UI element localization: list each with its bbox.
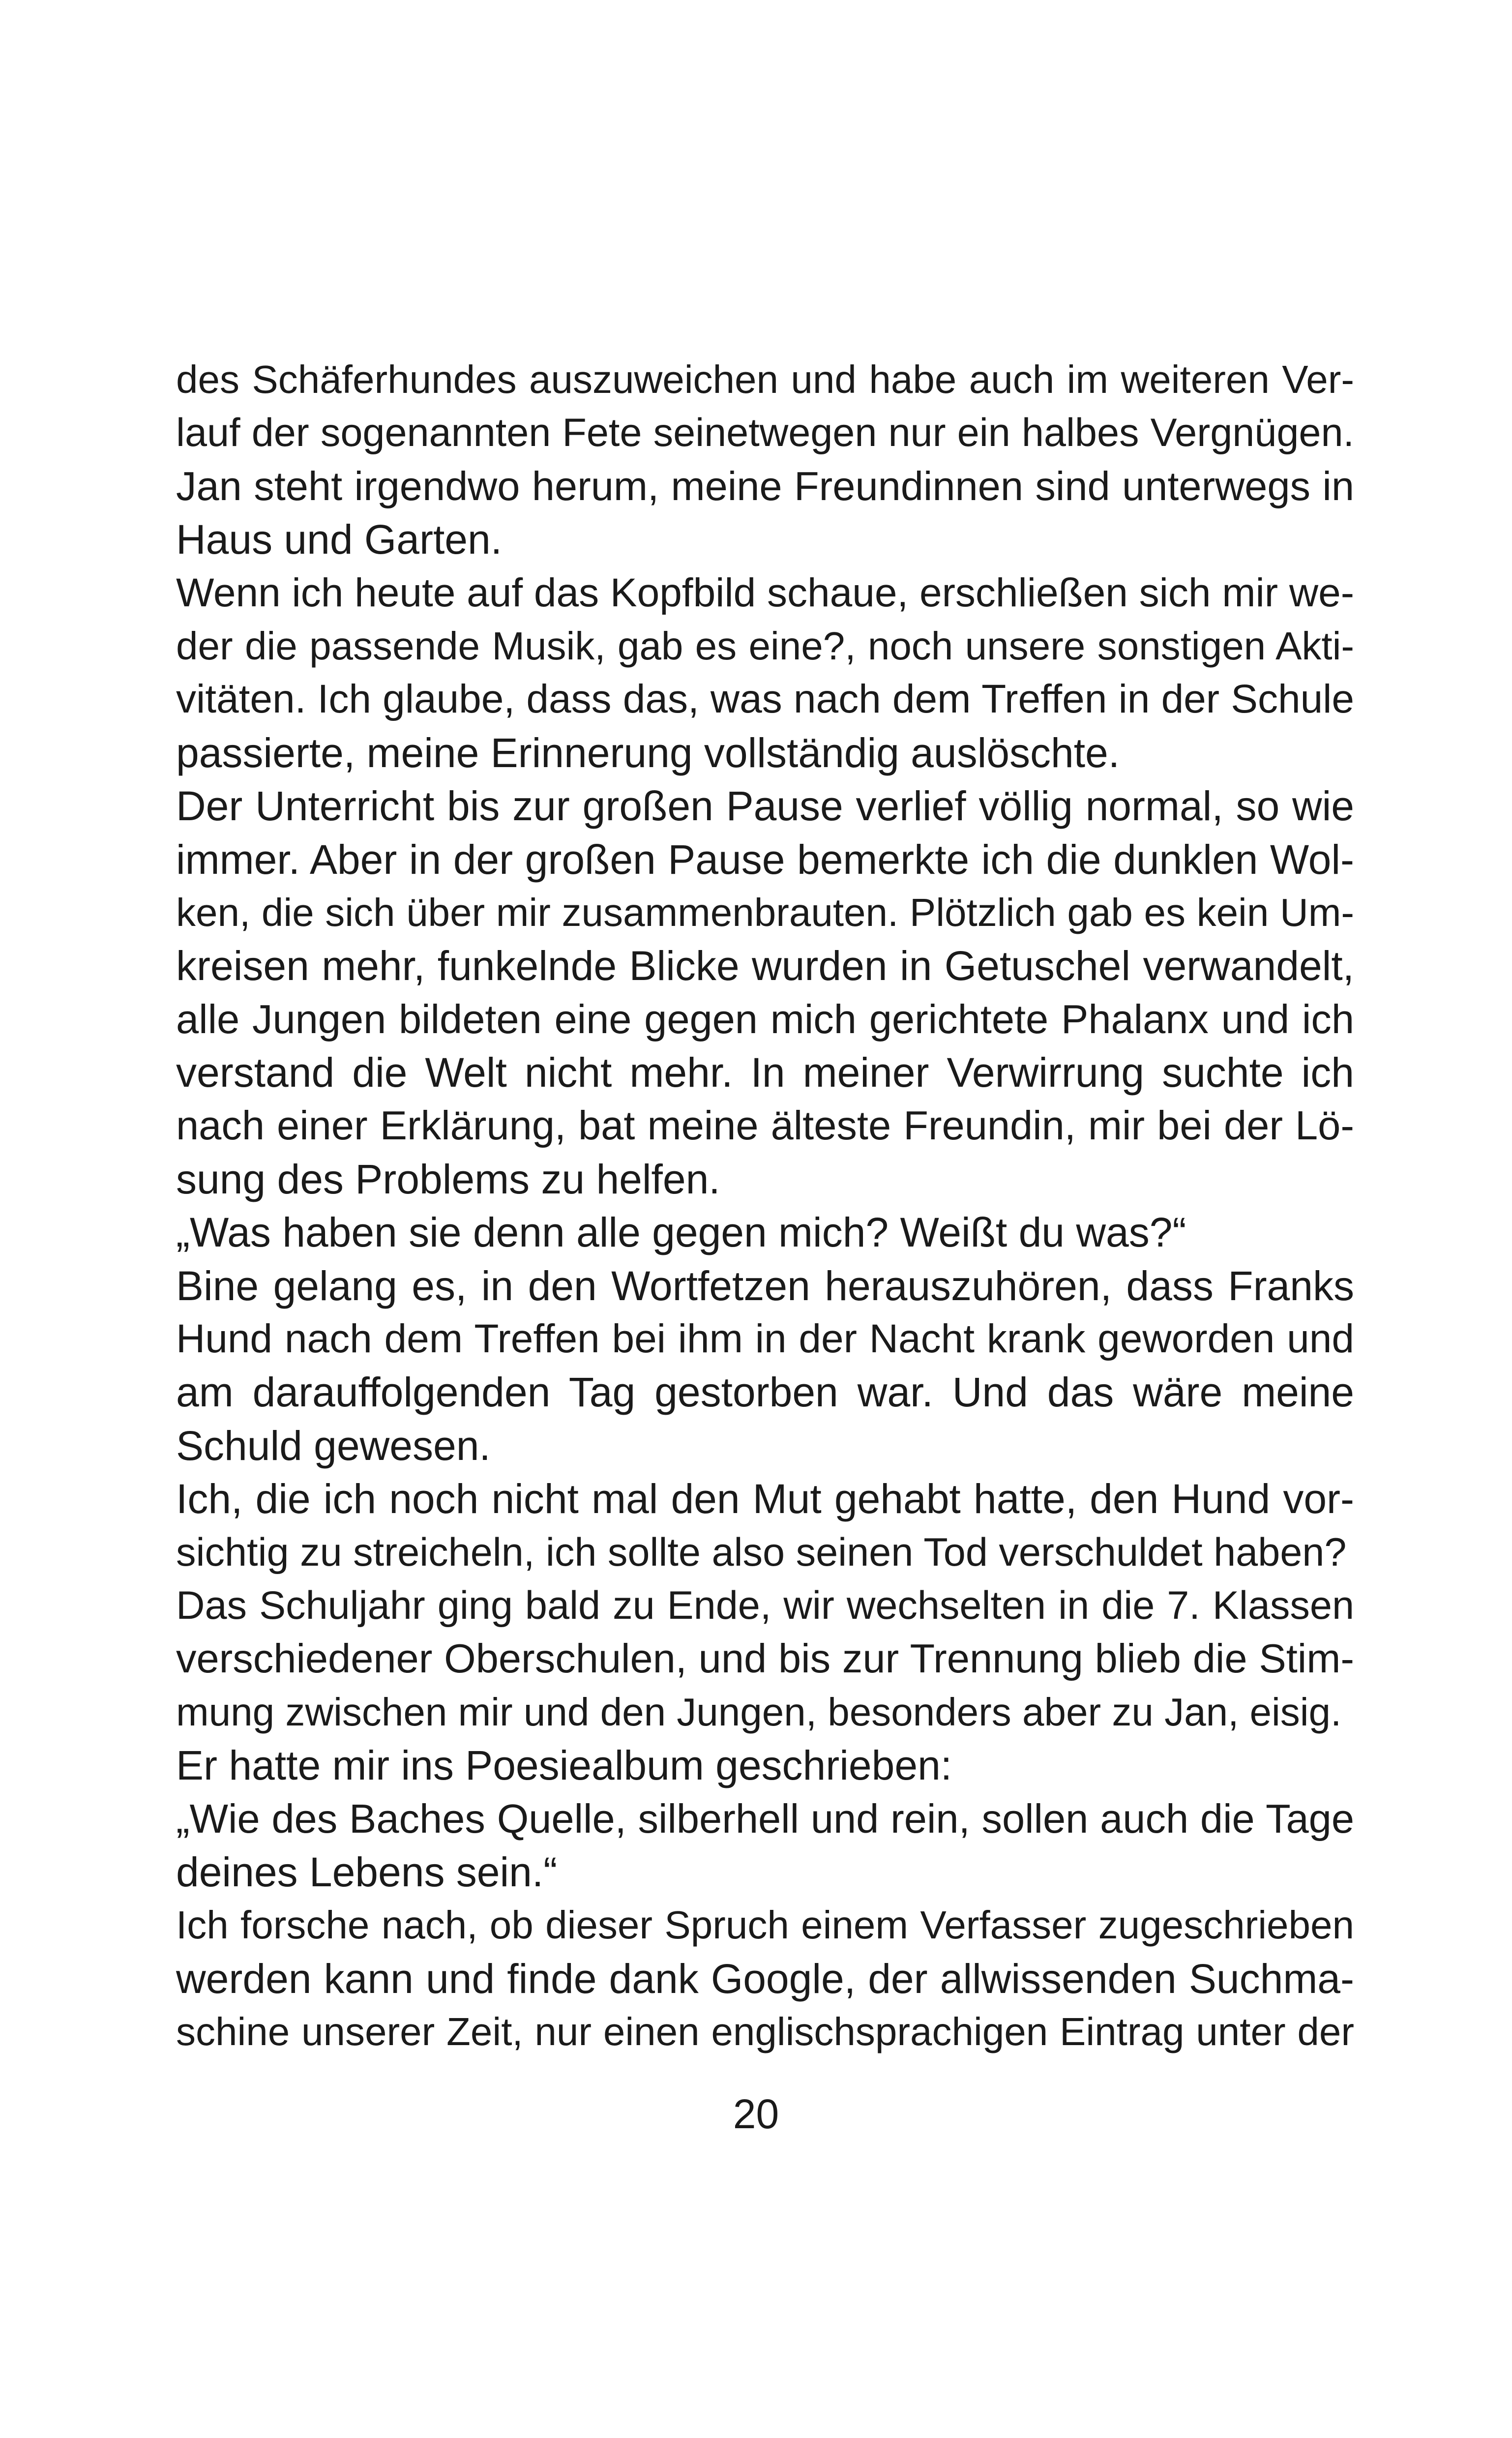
text-line: immer. Aber in der großen Pause bemerkte ich die dunklen Wol- <box>176 836 1354 883</box>
text-line: Bine gelang es, in den Wortfetzen herauszuhören, dass Franks <box>176 1262 1354 1309</box>
text-line: der die passende Musik, gab es eine?, noch unsere sonstigen Akti- <box>176 624 1354 668</box>
text-line: lauf der sogenannten Fete seinetwegen nur ein halbes Vergnügen. <box>176 411 1354 455</box>
text-line: werden kann und finde dank Google, der allwissenden Suchma- <box>176 1955 1354 2002</box>
text-line: Der Unterricht bis zur großen Pause verlief völlig normal, so wie <box>176 783 1354 830</box>
text-line: Er hatte mir ins Poesiealbum geschrieben: <box>176 1742 952 1789</box>
text-line: schine unserer Zeit, nur einen englischsprachigen Eintrag unter der <box>176 2010 1354 2054</box>
text-line: nach einer Erklärung, bat meine älteste Freundin, mir bei der Lö- <box>176 1102 1354 1149</box>
text-line: Ich forsche nach, ob dieser Spruch einem Verfasser zugeschrieben <box>176 1903 1354 1947</box>
text-line: Hund nach dem Treffen bei ihm in der Nacht krank geworden und <box>176 1316 1354 1362</box>
text-line: des Schäferhundes auszuweichen und habe auch im weiteren Ver- <box>176 357 1354 401</box>
text-line: Das Schuljahr ging bald zu Ende, wir wechselten in die 7. Klassen <box>176 1583 1354 1628</box>
text-line: verschiedener Oberschulen, und bis zur Trennung blieb die Stim- <box>176 1635 1354 1682</box>
text-line: „Was haben sie denn alle gegen mich? Weißt du was?“ <box>176 1209 1186 1256</box>
text-line: kreisen mehr, funkelnde Blicke wurden in Getuschel verwandelt, <box>176 943 1354 989</box>
text-line: Ich, die ich noch nicht mal den Mut gehabt hatte, den Hund vor- <box>176 1476 1354 1522</box>
text-line: sichtig zu streicheln, ich sollte also seinen Tod verschuldet haben? <box>176 1530 1347 1575</box>
text-line: Schuld gewesen. <box>176 1422 491 1469</box>
text-line: alle Jungen bildeten eine gegen mich gerichtete Phalanx und ich <box>176 996 1354 1042</box>
text-line: Haus und Garten. <box>176 516 503 563</box>
text-line: am darauffolgenden Tag gestorben war. Und das wäre meine <box>176 1369 1354 1416</box>
text-line: verstand die Welt nicht mehr. In meiner Verwirrung suchte ich <box>176 1049 1354 1096</box>
body-text <box>176 353 1354 2059</box>
text-line: sung des Problems zu helfen. <box>176 1156 720 1202</box>
text-line: deines Lebens sein.“ <box>176 1848 558 1895</box>
text-line: ken, die sich über mir zusammenbrauten. Plötzlich gab es kein Um- <box>176 890 1354 934</box>
text-line: mung zwischen mir und den Jungen, besonders aber zu Jan, eisig. <box>176 1690 1342 1734</box>
page-number: 20 <box>733 2091 779 2137</box>
text-line: vitäten. Ich glaube, dass das, was nach dem Treffen in der Schule <box>176 677 1354 722</box>
text-line: passierte, meine Erinnerung vollständig auslöschte. <box>176 729 1120 776</box>
text-line: Wenn ich heute auf das Kopfbild schaue, erschließen sich mir we- <box>176 570 1354 615</box>
text-line: Jan steht irgendwo herum, meine Freundinnen sind unterwegs in <box>176 463 1354 509</box>
text-line: „Wie des Baches Quelle, silberhell und rein, sollen auch die Tage <box>176 1795 1354 1842</box>
